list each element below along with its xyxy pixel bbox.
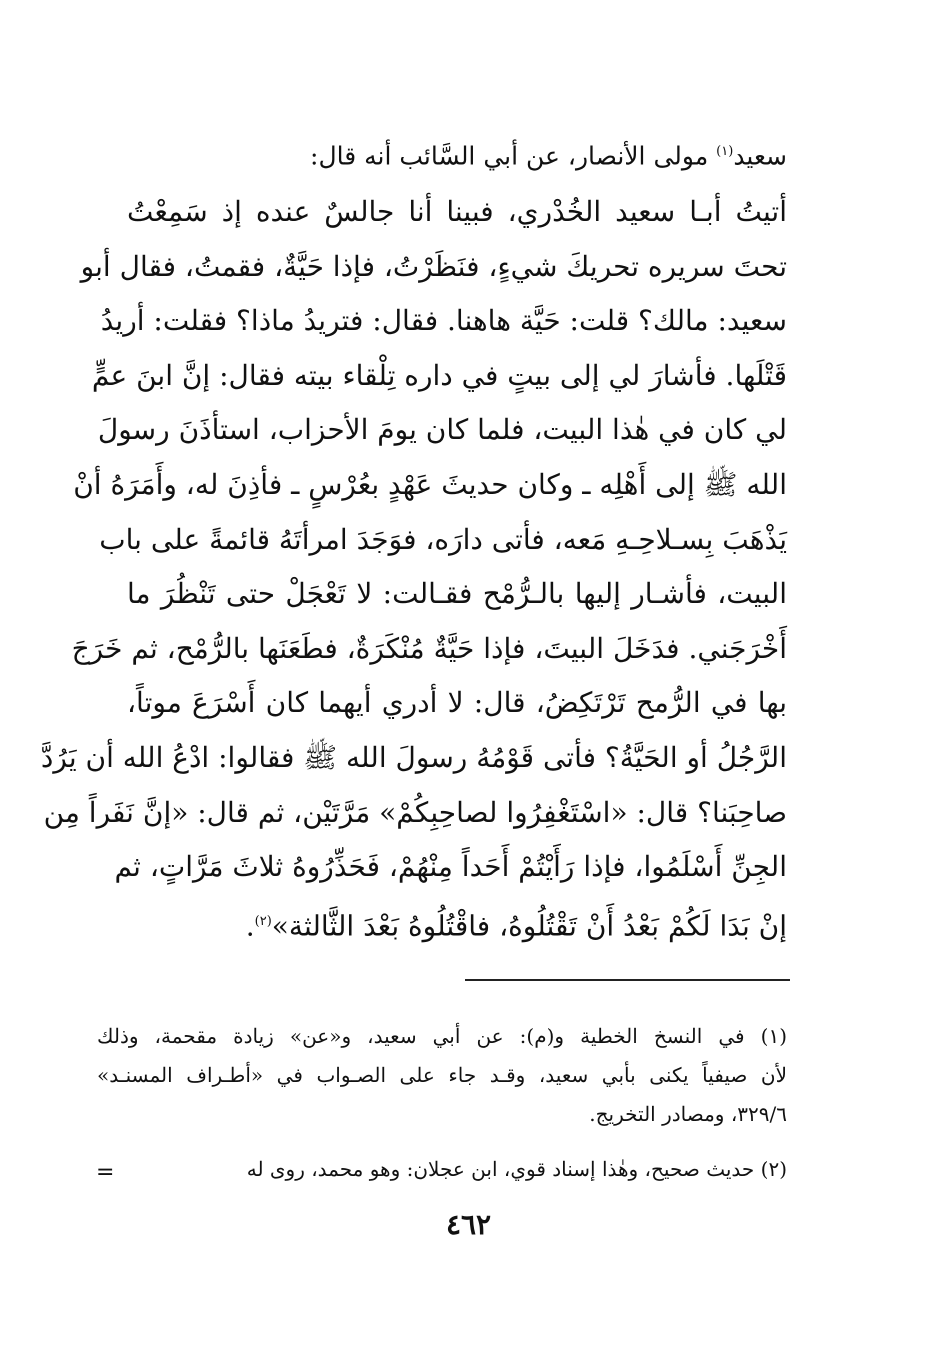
- text-line: صاحِبَنا؟ قال: «اسْتَغْفِرُوا لصاحِبِكُمْ» مَرَّتَيْن، ثم قال: «إنَّ نَفَراً مِن: [43, 795, 787, 829]
- text-line: أَخْرَجَني. فدَخَلَ البيتَ، فإذا حَيَّةٌ مُنْكَرَةٌ، فطَعَنَها بالرُّمْح، ثم خَرَجَ: [71, 631, 787, 665]
- intro-line: [127, 132, 787, 176]
- text-line: الله ﷺ إلى أَهْلِه ـ وكان حديثَ عَهْدٍ بعُرْسٍ ـ فأذِنَ له، وأَمَرَهُ أنْ: [73, 467, 787, 501]
- footnote-ref-1: (١): [716, 144, 734, 159]
- page-number: ٤٦٢: [445, 1208, 492, 1241]
- text-line: أتيتُ أبـا سعيد الخُدْري، فبينا أنا جالسٌ عنده إذ سَمِعْتُ: [127, 195, 787, 228]
- intro-before: سعيد: [733, 141, 787, 171]
- continuation-mark: =: [96, 1160, 115, 1185]
- text-line: سعيد: مالك؟ قلت: حَيَّة هاهنا. فقال: فتريدُ ماذا؟ فقلت: أريدُ: [100, 304, 787, 338]
- footnote-2: [97, 1150, 787, 1189]
- footnote-1-line: ٣٢٩/٦، ومصادر التخريج.: [589, 1102, 787, 1126]
- last-line-text: إنْ بَدَا لَكُمْ بَعْدُ أَنْ تَقْتُلُوهُ، فاقْتُلُوهُ بَعْدَ الثَّالثة»: [271, 909, 787, 943]
- footnote-ref-2: (٢): [254, 913, 272, 929]
- footnote-1: [97, 1017, 787, 1134]
- hadith-text: [40, 185, 787, 949]
- text-line-last: [127, 895, 787, 950]
- footnote-2-line: (٢) حديث صحيح، وهٰذا إسناد قوي، ابن عجلان: وهو محمد، روى له: [246, 1157, 787, 1181]
- footnote-1-line: (١) في النسخ الخطية و(م): عن أبي سعيد، و«عن» زيادة مقحمة، وذلك: [97, 1024, 787, 1048]
- text-line: الجِنِّ أَسْلَمُوا، فإذا رَأَيْتُمْ أَحَداً مِنْهُمْ، فَحَذِّرُوهُ ثلاثَ مَرَّاتٍ، ثم: [114, 850, 787, 884]
- last-line-tail: .: [245, 909, 255, 943]
- text-line: قَتْلَها. فأشارَ لي إلى بيتٍ في داره تِلْقاء بيته فقال: إنَّ ابنَ عمٍّ: [91, 358, 787, 392]
- footnote-1-line: لأن صيفياً يكنى بأبي سعيد، وقـد جاء على الصـواب في «أطـراف المسنـد»: [97, 1063, 787, 1087]
- text-line: الرَّجُلُ أو الحَيَّةُ؟ فأتى قَوْمُهُ رسولَ الله ﷺ فقالوا: ادْعُ الله أن يَرُدَّ: [40, 740, 787, 774]
- footnote-divider: [465, 979, 790, 981]
- text-line: يَذْهَبَ بِسـلاحِـهِ مَعه، فأتى دارَه، فوَجَدَ امرأتَهُ قائمةً على باب: [99, 522, 787, 556]
- text-line: تحتَ سريره تحريكَ شيءٍ، فنَظَرْتُ، فإذا حَيَّةٌ، فقمتُ، فقال أبو: [80, 249, 787, 283]
- text-line: البيت، فأشـار إليها بالـرُّمْح فقـالت: لا تَعْجَلْ حتى تَنْظُرَ ما: [127, 577, 787, 611]
- text-line: بها في الرُّمح تَرْتَكِضُ، قال: لا أدري أيهما كان أَسْرَعَ موتاً،: [127, 686, 787, 720]
- text-line: لي كان في هٰذا البيت، فلما كان يومَ الأحزاب، استأذَنَ رسولَ: [97, 413, 787, 447]
- intro-after: مولى الأنصار، عن أبي السَّائب أنه قال:: [310, 141, 717, 171]
